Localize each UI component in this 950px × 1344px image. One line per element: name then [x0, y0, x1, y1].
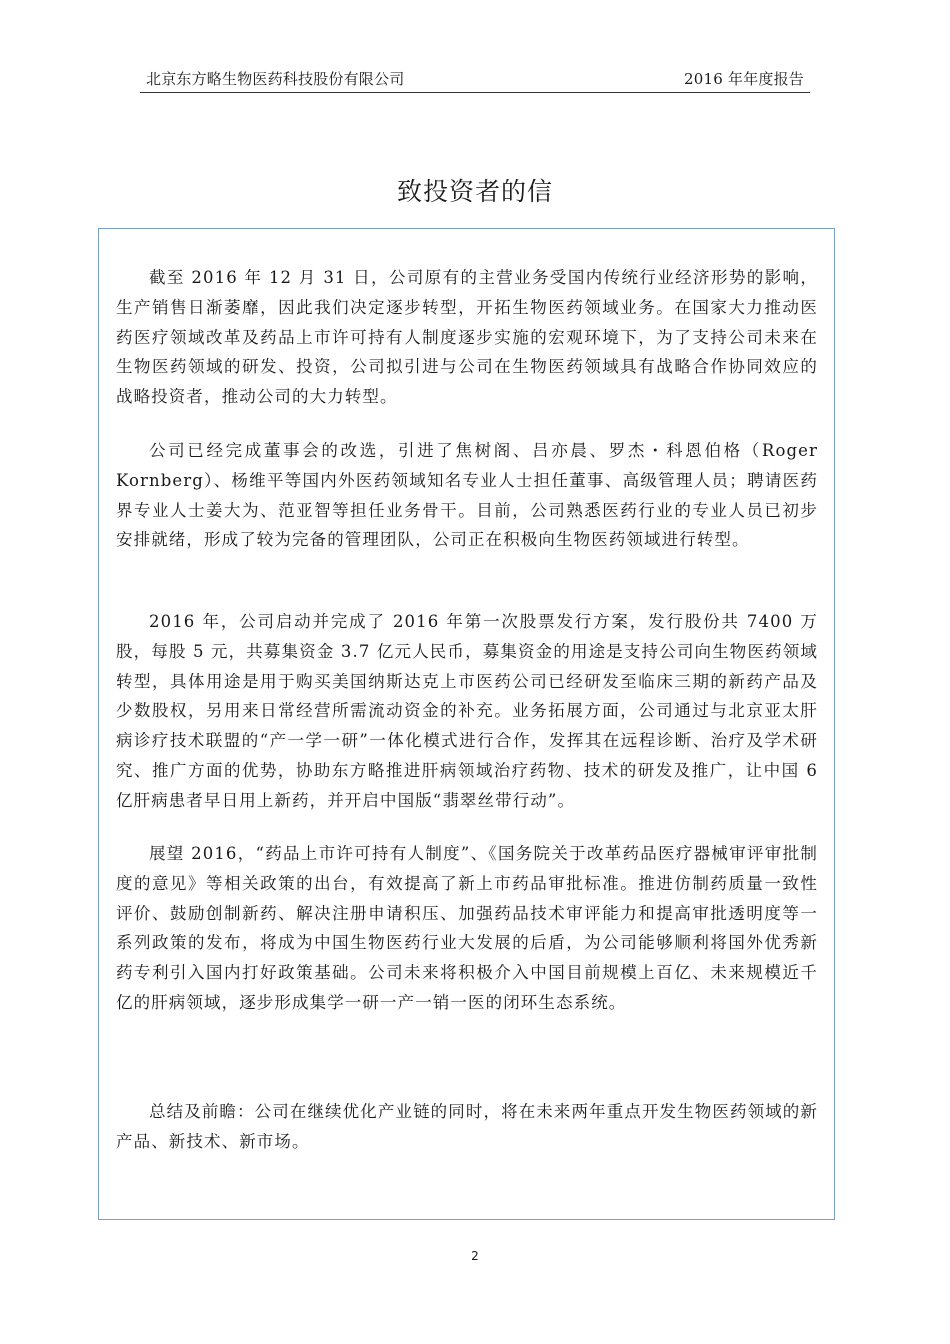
- letter-paragraph-1: 截至 2016 年 12 月 31 日，公司原有的主营业务受国内传统行业经济形势的影响，生产销售日渐萎靡，因此我们决定逐步转型，开拓生物医药领域业务。在国家大力推动医药医疗领域改革及药品上市许可持有人制度逐步实施的宏观环境下，为了支持公司未来在生物医药领域的研发、投资，公司拟引进与公司在生物医药领域具有战略合作协同效应的战略投资者，推动公司的大力转型。: [116, 268, 818, 407]
- letter-paragraph-5: 总结及前瞻：公司在继续优化产业链的同时，将在未来两年重点开发生物医药领域的新产品、新技术、新市场。: [116, 1102, 818, 1151]
- company-name: 北京东方略生物医药科技股份有限公司: [146, 70, 405, 88]
- page-header: [140, 62, 810, 93]
- letter-paragraph-3: 2016 年，公司启动并完成了 2016 年第一次股票发行方案，发行股份共 7400 万股，每股 5 元，共募集资金 3.7 亿元人民币，募集资金的用途是支持公司向生物医药领域转型，具体用途是用于购买美国纳斯达克上市医药公司已经研发至临床三期的新药产品及少数股权，另用来日常经营所需流动资金的补充。业务拓展方面，公司通过与北京亚太肝病诊疗技术联盟的“产一学一研”一体化模式进行合作，发挥其在远程诊断、治疗及学术研究、推广方面的优势，协助东方略推进肝病领域治疗药物、技术的研发及推广，让中国 6 亿肝病患者早日用上新药，并开启中国版“翡翠丝带行动”。: [116, 612, 818, 810]
- letter-paragraph-4: 展望 2016，“药品上市许可持有人制度”、《国务院关于改革药品医疗器械审评审批制度的意见》等相关政策的出台，有效提高了新上市药品审批标准。推进仿制药质量一致性评价、鼓励创制新药、解决注册申请积压、加强药品技术审评能力和提高审批透明度等一系列政策的发布，将成为中国生物医药行业大发展的后盾，为公司能够顺利将国外优秀新药专利引入国内打好政策基础。公司未来将积极介入中国目前规模上百亿、未来规模近千亿的肝病领域，逐步形成集学一研一产一销一医的闭环生态系统。: [116, 844, 818, 1012]
- report-title: 2016 年年度报告: [684, 70, 804, 88]
- page-title: 致投资者的信: [396, 177, 553, 206]
- page-number: 2: [471, 1249, 479, 1263]
- letter-paragraph-2: 公司已经完成董事会的改选，引进了焦树阁、吕亦晨、罗杰・科恩伯格（Roger Kornberg）、杨维平等国内外医药领域知名专业人士担任董事、高级管理人员；聘请医药界专业人士姜大为、范亚智等担任业务骨干。目前，公司熟悉医药行业的专业人员已初步安排就绪，形成了较为完备的管理团队，公司正在积极向生物医药领域进行转型。: [116, 441, 818, 550]
